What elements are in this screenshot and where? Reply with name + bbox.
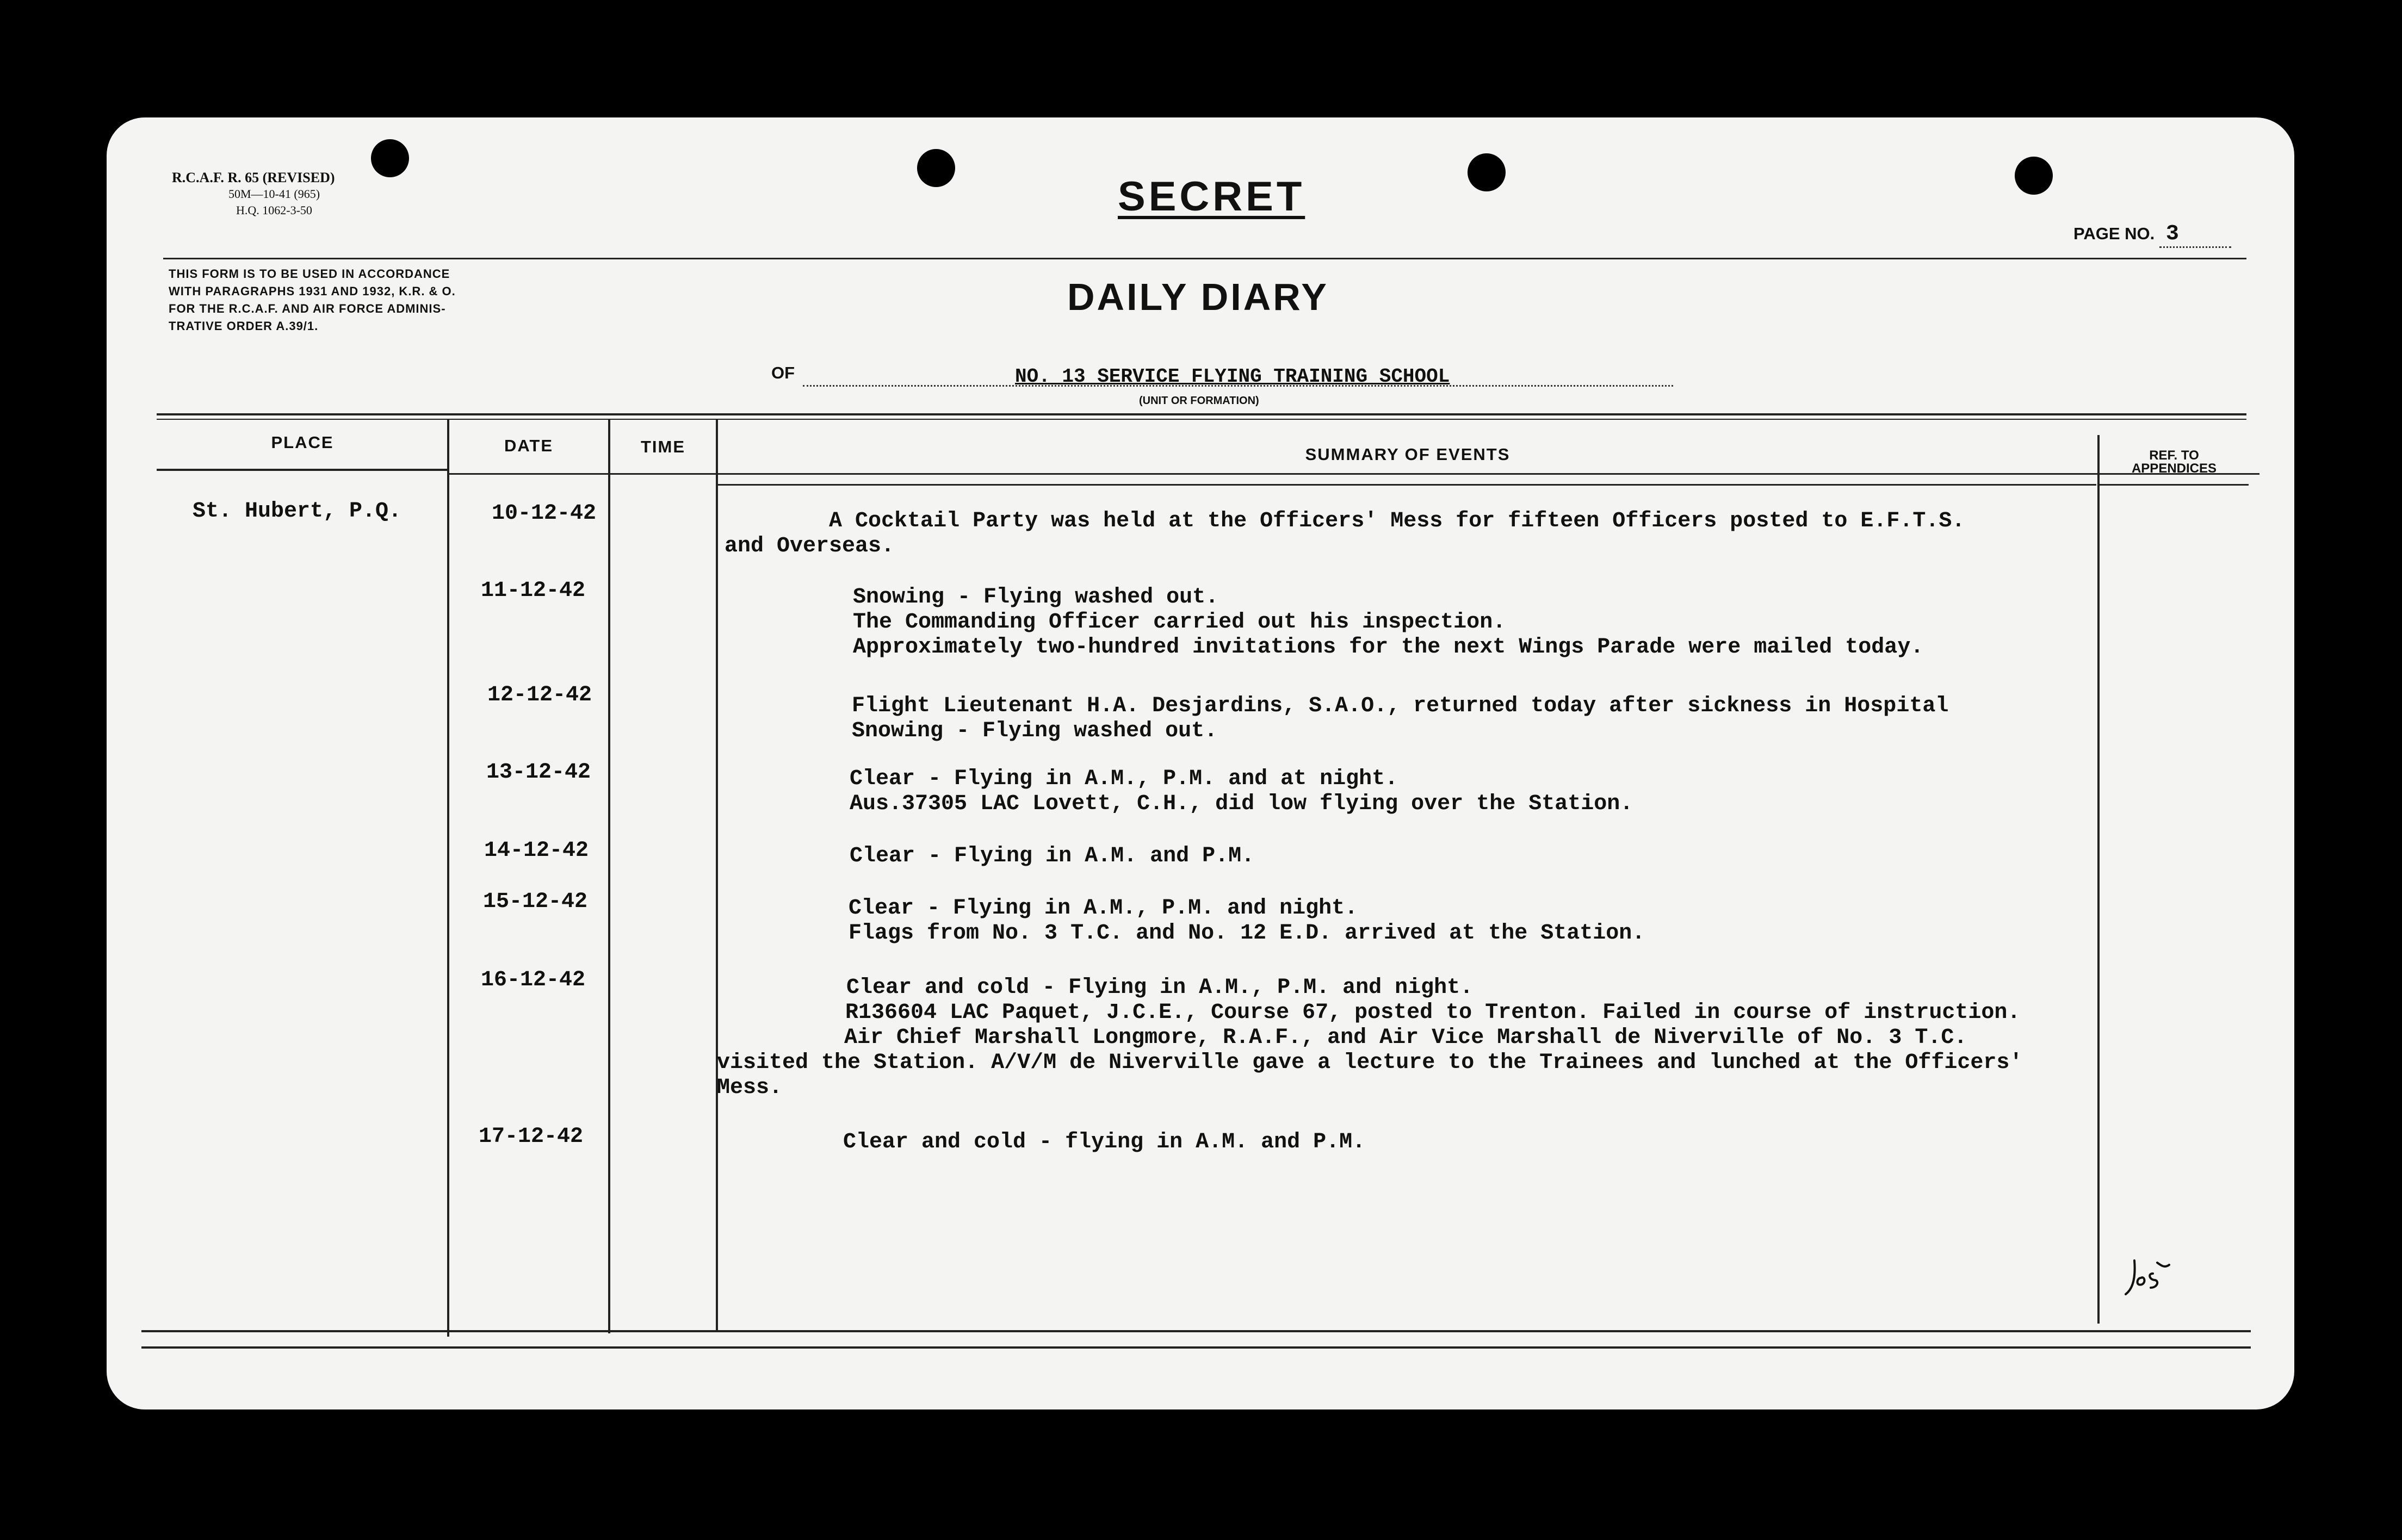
of-label: OF bbox=[771, 363, 795, 382]
entry-line: Clear - Flying in A.M., P.M. and night. bbox=[849, 896, 1358, 921]
form-code-line3: H.Q. 1062-3-50 bbox=[236, 203, 312, 217]
classification-heading: SECRET bbox=[1118, 173, 1305, 220]
entry-summary bbox=[852, 694, 1948, 744]
column-divider bbox=[447, 419, 449, 1337]
entry-summary bbox=[853, 585, 1923, 660]
header-rule bbox=[163, 258, 2246, 259]
entry-line: visited the Station. A/V/M de Niverville gave a lecture to the Trainees and lunched at the Officers' bbox=[717, 1051, 2023, 1075]
entry-line: Approximately two-hundred invitations for the next Wings Parade were mailed today. bbox=[853, 635, 1924, 660]
entry-summary bbox=[725, 509, 1965, 559]
punch-hole bbox=[1468, 153, 1506, 191]
page-title: DAILY DIARY bbox=[1067, 276, 1329, 318]
entry-date: 14-12-42 bbox=[484, 839, 589, 863]
page-label: PAGE NO. bbox=[2073, 224, 2155, 243]
column-header-date: DATE bbox=[504, 436, 554, 455]
summary-header-rule bbox=[718, 484, 2096, 486]
instruction-line: WITH PARAGRAPHS 1931 AND 1932, K.R. & O. bbox=[169, 284, 456, 298]
entry-line: Clear - Flying in A.M., P.M. and at night. bbox=[850, 767, 1398, 791]
ref-header-rule bbox=[2098, 484, 2249, 486]
table-top-rule bbox=[157, 413, 2246, 415]
entry-date: 12-12-42 bbox=[487, 683, 592, 707]
table-bottom-rule-inner bbox=[141, 1346, 2251, 1349]
form-code-line1: R.C.A.F. R. 65 (REVISED) bbox=[172, 170, 335, 185]
handwritten-initials bbox=[2119, 1244, 2179, 1304]
header-bottom-rule bbox=[157, 469, 448, 471]
entry-line: R136604 LAC Paquet, J.C.E., Course 67, posted to Trenton. Failed in course of instruction. bbox=[845, 1001, 2021, 1025]
column-divider bbox=[2097, 435, 2100, 1324]
entry-summary bbox=[849, 896, 1645, 946]
instruction-line: FOR THE R.C.A.F. AND AIR FORCE ADMINIS- bbox=[169, 302, 446, 315]
column-header-ref bbox=[2100, 449, 2249, 475]
entry-date: 11-12-42 bbox=[481, 579, 586, 603]
entry-date: 15-12-42 bbox=[483, 890, 588, 914]
entry-line: Air Chief Marshall Longmore, R.A.F., and Air Vice Marshall de Niverville of No. 3 T.C. bbox=[844, 1026, 1967, 1050]
entry-date: 16-12-42 bbox=[481, 968, 586, 992]
form-code-line2: 50M—10-41 (965) bbox=[228, 187, 320, 201]
entry-date: 10-12-42 bbox=[492, 501, 597, 526]
unit-name: NO. 13 SERVICE FLYING TRAINING SCHOOL bbox=[1015, 365, 1450, 388]
punch-hole bbox=[2015, 157, 2053, 195]
entry-line: Mess. bbox=[717, 1076, 783, 1100]
form-code bbox=[172, 170, 335, 219]
entry-line: Aus.37305 LAC Lovett, C.H., did low flying over the Station. bbox=[850, 792, 1633, 816]
punch-hole bbox=[371, 139, 409, 177]
entry-line: Clear and cold - flying in A.M. and P.M. bbox=[843, 1130, 1366, 1154]
entry-summary bbox=[843, 1130, 1365, 1155]
entry-line: Snowing - Flying washed out. bbox=[853, 585, 1219, 610]
entry-summary bbox=[850, 844, 1254, 869]
entry-date: 13-12-42 bbox=[486, 760, 591, 785]
entry-line: Clear - Flying in A.M. and P.M. bbox=[850, 844, 1255, 868]
entry-date: 17-12-42 bbox=[479, 1125, 584, 1149]
column-header-time: TIME bbox=[640, 437, 686, 456]
unit-caption: (UNIT OR FORMATION) bbox=[1139, 395, 1259, 407]
page-number-field bbox=[2073, 222, 2231, 248]
ref-header-line: REF. TO bbox=[2149, 448, 2199, 463]
table-top-rule-inner bbox=[157, 419, 2246, 420]
punch-hole bbox=[917, 149, 955, 187]
entry-line: The Commanding Officer carried out his inspection. bbox=[853, 610, 1506, 635]
column-divider bbox=[608, 419, 610, 1333]
entry-line: Flight Lieutenant H.A. Desjardins, S.A.O., returned today after sickness in Hospital bbox=[852, 694, 1949, 718]
ref-header-line: APPENDICES bbox=[2131, 461, 2217, 476]
entry-line: Snowing - Flying washed out. bbox=[852, 719, 1218, 743]
form-instructions bbox=[169, 265, 456, 335]
entry-line: Flags from No. 3 T.C. and No. 12 E.D. arrived at the Station. bbox=[849, 921, 1645, 946]
page-number: 3 bbox=[2159, 222, 2231, 248]
header-bottom-rule bbox=[448, 473, 2259, 475]
column-header-place: PLACE bbox=[271, 433, 334, 452]
instruction-line: THIS FORM IS TO BE USED IN ACCORDANCE bbox=[169, 267, 450, 281]
instruction-line: TRATIVE ORDER A.39/1. bbox=[169, 319, 319, 333]
entry-line: and Overseas. bbox=[725, 534, 895, 558]
entry-summary bbox=[850, 767, 1633, 817]
column-header-summary: SUMMARY OF EVENTS bbox=[1305, 445, 1510, 464]
table-bottom-rule bbox=[141, 1330, 2251, 1332]
entry-line: A Cocktail Party was held at the Officers' Mess for fifteen Officers posted to E.F.T.S. bbox=[725, 509, 1965, 533]
entry-summary bbox=[717, 976, 2022, 1101]
column-divider bbox=[716, 419, 718, 1332]
entry-line: Clear and cold - Flying in A.M., P.M. and night. bbox=[846, 976, 1474, 1000]
place-value: St. Hubert, P.Q. bbox=[193, 499, 402, 524]
